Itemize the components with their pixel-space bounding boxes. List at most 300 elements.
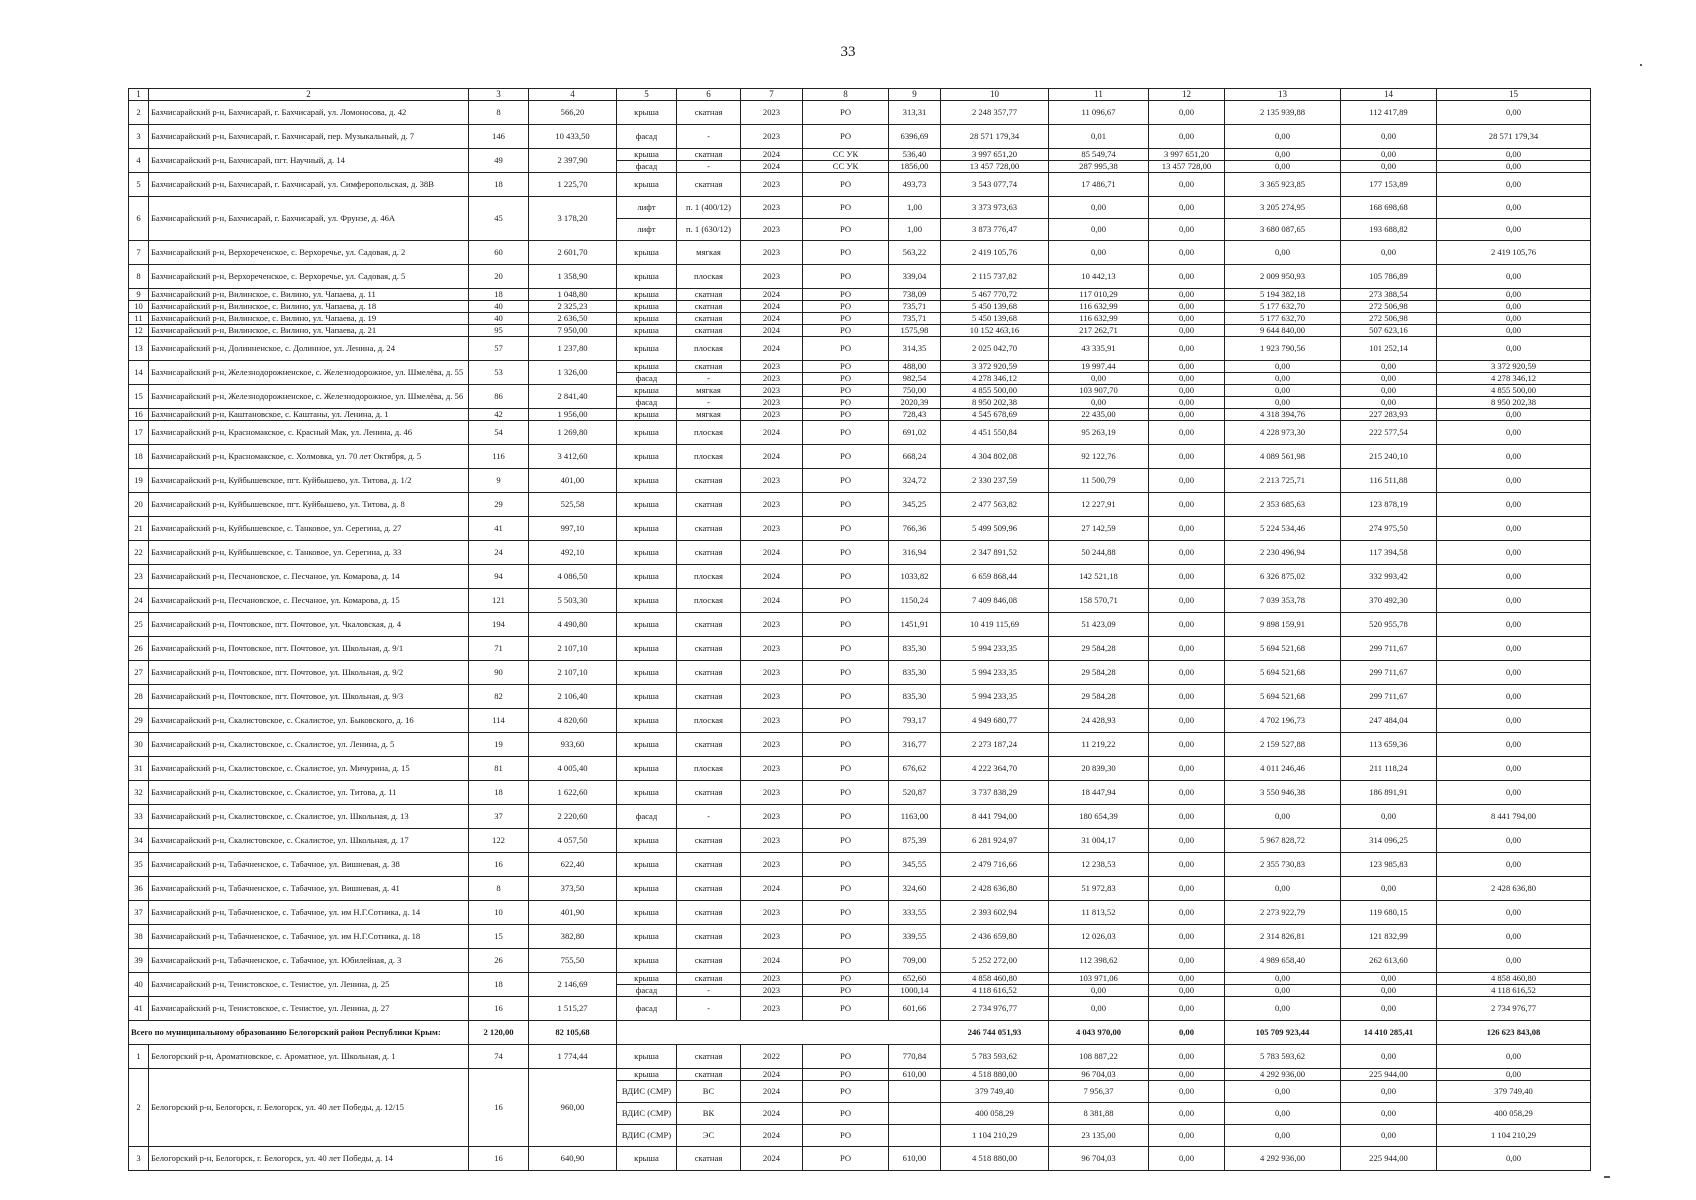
work-subtype: - [677, 985, 741, 997]
header-cell: 5 [617, 89, 677, 101]
row-number: 32 [129, 781, 149, 805]
work-subtype: ВС [677, 1081, 741, 1103]
cost-per-unit: 7 956,37 [1049, 1081, 1149, 1103]
total-cost: 5 783 593,62 [941, 1045, 1049, 1069]
method: РО [803, 101, 889, 125]
apartments-count: 16 [469, 1147, 529, 1171]
apartments-count: 8 [469, 101, 529, 125]
table-row [129, 661, 1591, 685]
method: РО [803, 173, 889, 197]
volume: 6396,69 [889, 125, 941, 149]
fund-funds: 2 230 496,94 [1225, 541, 1341, 565]
owner-funds: 0,00 [1149, 445, 1225, 469]
row-number: 39 [129, 949, 149, 973]
owner-funds: 13 457 728,00 [1149, 161, 1225, 173]
table-row [129, 565, 1591, 589]
building-area: 1 774,44 [529, 1045, 617, 1069]
method: РО [803, 757, 889, 781]
fund-funds: 3 205 274,95 [1225, 197, 1341, 219]
work-subtype: скатная [677, 901, 741, 925]
budget-funds: 168 698,68 [1341, 197, 1437, 219]
year: 2023 [741, 409, 803, 421]
year: 2024 [741, 1069, 803, 1081]
building-area: 2 601,70 [529, 241, 617, 265]
work-subtype: скатная [677, 829, 741, 853]
work-type: крыша [617, 973, 677, 985]
year: 2024 [741, 149, 803, 161]
budget-funds: 0,00 [1341, 1045, 1437, 1069]
total-cost: 2 436 659,80 [941, 925, 1049, 949]
work-subtype: скатная [677, 925, 741, 949]
apartments-count: 95 [469, 325, 529, 337]
table-row [129, 125, 1591, 149]
cost-per-unit: 0,00 [1049, 997, 1149, 1021]
work-subtype: скатная [677, 949, 741, 973]
year: 2023 [741, 373, 803, 385]
work-subtype: плоская [677, 445, 741, 469]
total-cost: 6 659 868,44 [941, 565, 1049, 589]
owner-funds: 0,00 [1149, 685, 1225, 709]
year: 2023 [741, 101, 803, 125]
method: РО [803, 781, 889, 805]
owner-funds: 0,00 [1149, 589, 1225, 613]
row-number: 5 [129, 173, 149, 197]
work-subtype: скатная [677, 517, 741, 541]
method: РО [803, 901, 889, 925]
apartments-count: 54 [469, 421, 529, 445]
budget-funds: 332 993,42 [1341, 565, 1437, 589]
work-type: крыша [617, 1069, 677, 1081]
method: РО [803, 313, 889, 325]
work-subtype: плоская [677, 421, 741, 445]
cost-per-unit: 27 142,59 [1049, 517, 1149, 541]
total-cost: 5 994 233,35 [941, 661, 1049, 685]
fund-funds: 5 694 521,68 [1225, 661, 1341, 685]
other-funds: 0,00 [1437, 853, 1591, 877]
other-funds: 0,00 [1437, 173, 1591, 197]
budget-funds: 370 492,30 [1341, 589, 1437, 613]
fund-funds: 0,00 [1225, 373, 1341, 385]
building-area: 1 956,00 [529, 409, 617, 421]
table-row [129, 685, 1591, 709]
volume [889, 1125, 941, 1147]
header-cell: 9 [889, 89, 941, 101]
total-cost: 4 855 500,00 [941, 385, 1049, 397]
method: СС УК [803, 161, 889, 173]
header-cell: 13 [1225, 89, 1341, 101]
work-subtype: ЭС [677, 1125, 741, 1147]
building-area: 492,10 [529, 541, 617, 565]
building-area: 997,10 [529, 517, 617, 541]
other-funds: 0,00 [1437, 197, 1591, 219]
other-funds: 0,00 [1437, 219, 1591, 241]
address: Бахчисарайский р-н, Почтовское, пгт. Почтовое, ул. Школьная, д. 9/3 [149, 685, 469, 709]
budget-funds: 0,00 [1341, 805, 1437, 829]
cost-per-unit: 96 704,03 [1049, 1147, 1149, 1171]
apartments-count: 15 [469, 925, 529, 949]
total-cost: 5 450 139,68 [941, 313, 1049, 325]
budget-funds: 0,00 [1341, 125, 1437, 149]
cost-per-unit: 11 219,22 [1049, 733, 1149, 757]
work-subtype: скатная [677, 301, 741, 313]
total-cost: 3 372 920,59 [941, 361, 1049, 373]
total-cost: 4 518 880,00 [941, 1069, 1049, 1081]
budget-funds: 262 613,60 [1341, 949, 1437, 973]
address: Бахчисарайский р-н, Железнодорожненское, с. Железнодорожное, ул. Шмелёва, д. 56 [149, 385, 469, 409]
work-type: ВДИС (СМР) [617, 1103, 677, 1125]
other-funds: 0,00 [1437, 733, 1591, 757]
apartments-count: 10 [469, 901, 529, 925]
table-row [129, 313, 1591, 325]
work-type: крыша [617, 337, 677, 361]
address: Бахчисарайский р-н, Бахчисарай, г. Бахчисарай, ул. Ломоносова, д. 42 [149, 101, 469, 125]
budget-funds: 123 985,83 [1341, 853, 1437, 877]
work-subtype: скатная [677, 733, 741, 757]
apartments-count: 20 [469, 265, 529, 289]
table-row [129, 709, 1591, 733]
method: РО [803, 685, 889, 709]
year: 2023 [741, 469, 803, 493]
building-area: 2 107,10 [529, 637, 617, 661]
other-funds: 0,00 [1437, 517, 1591, 541]
header-cell: 3 [469, 89, 529, 101]
year: 2023 [741, 493, 803, 517]
owner-funds: 0,00 [1149, 805, 1225, 829]
total-cost: 4 118 616,52 [941, 985, 1049, 997]
year: 2023 [741, 997, 803, 1021]
total-cost: 2 734 976,77 [941, 997, 1049, 1021]
total-cost: 28 571 179,34 [941, 125, 1049, 149]
work-type: крыша [617, 541, 677, 565]
cost-per-unit: 17 486,71 [1049, 173, 1149, 197]
work-type: фасад [617, 805, 677, 829]
cost-per-unit: 12 238,53 [1049, 853, 1149, 877]
address: Бахчисарайский р-н, Куйбышевское, с. Танковое, ул. Серегина, д. 27 [149, 517, 469, 541]
method: РО [803, 409, 889, 421]
total-cost: 2 273 187,24 [941, 733, 1049, 757]
budget-funds: 222 577,54 [1341, 421, 1437, 445]
other-funds: 1 104 210,29 [1437, 1125, 1591, 1147]
budget-funds: 0,00 [1341, 1081, 1437, 1103]
method: РО [803, 613, 889, 637]
row-number: 3 [129, 1147, 149, 1171]
total-cost: 5 994 233,35 [941, 685, 1049, 709]
fund-funds: 2 213 725,71 [1225, 469, 1341, 493]
work-subtype: скатная [677, 313, 741, 325]
owner-funds: 0,00 [1149, 877, 1225, 901]
volume: 1163,00 [889, 805, 941, 829]
building-area: 1 048,80 [529, 289, 617, 301]
other-funds: 0,00 [1437, 589, 1591, 613]
method: РО [803, 1103, 889, 1125]
cost-per-unit: 0,00 [1049, 373, 1149, 385]
cost-per-unit: 51 972,83 [1049, 877, 1149, 901]
owner-funds: 0,00 [1149, 409, 1225, 421]
fund-funds: 4 989 658,40 [1225, 949, 1341, 973]
fund-funds: 1 923 790,56 [1225, 337, 1341, 361]
work-subtype: плоская [677, 265, 741, 289]
work-subtype: скатная [677, 149, 741, 161]
fund-funds: 5 177 632,70 [1225, 313, 1341, 325]
total-apartments: 2 120,00 [469, 1021, 529, 1045]
apartments-count: 45 [469, 197, 529, 241]
work-type: крыша [617, 301, 677, 313]
work-subtype: скатная [677, 877, 741, 901]
other-funds: 0,00 [1437, 149, 1591, 161]
year: 2023 [741, 219, 803, 241]
cost-per-unit: 0,01 [1049, 125, 1149, 149]
total-row [129, 1021, 1591, 1045]
table-row [129, 149, 1591, 161]
owner-funds: 0,00 [1149, 985, 1225, 997]
total-cost: 3 543 077,74 [941, 173, 1049, 197]
owner-funds: 0,00 [1149, 733, 1225, 757]
work-subtype: скатная [677, 541, 741, 565]
budget-funds: 0,00 [1341, 397, 1437, 409]
total-cost: 2 479 716,66 [941, 853, 1049, 877]
row-number: 25 [129, 613, 149, 637]
fund-funds: 5 194 382,18 [1225, 289, 1341, 301]
other-funds: 0,00 [1437, 829, 1591, 853]
year: 2024 [741, 421, 803, 445]
work-type: фасад [617, 373, 677, 385]
budget-funds: 314 096,25 [1341, 829, 1437, 853]
work-subtype: п. 1 (630/12) [677, 219, 741, 241]
other-funds: 8 950 202,38 [1437, 397, 1591, 409]
row-number: 6 [129, 197, 149, 241]
work-subtype: скатная [677, 361, 741, 373]
method: РО [803, 997, 889, 1021]
method: РО [803, 853, 889, 877]
other-funds: 4 855 500,00 [1437, 385, 1591, 397]
other-funds: 0,00 [1437, 781, 1591, 805]
header-cell: 2 [149, 89, 469, 101]
table-row [129, 101, 1591, 125]
fund-funds: 2 314 826,81 [1225, 925, 1341, 949]
cost-per-unit: 108 887,22 [1049, 1045, 1149, 1069]
address: Бахчисарайский р-н, Скалистовское, с. Скалистое, ул. Быковского, д. 16 [149, 709, 469, 733]
method: РО [803, 1125, 889, 1147]
total-cost: 6 281 924,97 [941, 829, 1049, 853]
total-cost: 3 737 838,29 [941, 781, 1049, 805]
cost-per-unit: 43 335,91 [1049, 337, 1149, 361]
header-cell: 8 [803, 89, 889, 101]
budget-funds: 0,00 [1341, 877, 1437, 901]
fund-funds: 0,00 [1225, 1125, 1341, 1147]
apartments-count: 57 [469, 337, 529, 361]
owner-funds: 0,00 [1149, 829, 1225, 853]
method: РО [803, 445, 889, 469]
year: 2023 [741, 661, 803, 685]
budget-funds: 299 711,67 [1341, 685, 1437, 709]
apartments-count: 18 [469, 289, 529, 301]
building-area: 2 325,23 [529, 301, 617, 313]
work-subtype: скатная [677, 637, 741, 661]
budget-funds: 507 623,16 [1341, 325, 1437, 337]
header-cell: 10 [941, 89, 1049, 101]
budget-funds: 215 240,10 [1341, 445, 1437, 469]
work-subtype: скатная [677, 1147, 741, 1171]
total-cost: 2 347 891,52 [941, 541, 1049, 565]
fund-funds: 9 898 159,91 [1225, 613, 1341, 637]
total-cost: 8 441 794,00 [941, 805, 1049, 829]
address: Белогорский р-н, Белогорск, г. Белогорск, ул. 40 лет Победы, д. 12/15 [149, 1069, 469, 1147]
owner-funds: 0,00 [1149, 101, 1225, 125]
method: РО [803, 829, 889, 853]
fund-funds: 7 039 353,78 [1225, 589, 1341, 613]
year: 2024 [741, 161, 803, 173]
volume: 835,30 [889, 637, 941, 661]
owner-funds: 0,00 [1149, 541, 1225, 565]
volume: 316,94 [889, 541, 941, 565]
other-funds: 379 749,40 [1437, 1081, 1591, 1103]
owner-funds: 0,00 [1149, 1045, 1225, 1069]
total-cost: 2 248 357,77 [941, 101, 1049, 125]
year: 2024 [741, 1103, 803, 1125]
method: РО [803, 373, 889, 385]
volume: 766,36 [889, 517, 941, 541]
cost-per-unit: 31 004,17 [1049, 829, 1149, 853]
total-c12: 0,00 [1149, 1021, 1225, 1045]
owner-funds: 3 997 651,20 [1149, 149, 1225, 161]
year: 2024 [741, 877, 803, 901]
budget-funds: 0,00 [1341, 149, 1437, 161]
table-row [129, 517, 1591, 541]
owner-funds: 0,00 [1149, 493, 1225, 517]
cost-per-unit: 12 227,91 [1049, 493, 1149, 517]
address: Бахчисарайский р-н, Табачненское, с. Табачное, ул. им Н.Г.Сотника, д. 14 [149, 901, 469, 925]
fund-funds: 0,00 [1225, 1103, 1341, 1125]
fund-funds: 4 318 394,76 [1225, 409, 1341, 421]
address: Бахчисарайский р-н, Почтовское, пгт. Почтовое, ул. Чкаловская, д. 4 [149, 613, 469, 637]
address: Бахчисарайский р-н, Скалистовское, с. Скалистое, ул. Мичурина, д. 15 [149, 757, 469, 781]
year: 2024 [741, 949, 803, 973]
other-funds: 0,00 [1437, 637, 1591, 661]
header-row [129, 89, 1591, 101]
year: 2024 [741, 289, 803, 301]
total-cost: 10 152 463,16 [941, 325, 1049, 337]
budget-funds: 272 506,98 [1341, 301, 1437, 313]
row-number: 16 [129, 409, 149, 421]
fund-funds: 0,00 [1225, 241, 1341, 265]
address: Бахчисарайский р-н, Вилинское, с. Вилино, ул. Чапаева, д. 18 [149, 301, 469, 313]
fund-funds: 0,00 [1225, 397, 1341, 409]
apartments-count: 71 [469, 637, 529, 661]
other-funds: 400 058,29 [1437, 1103, 1591, 1125]
table-row [129, 829, 1591, 853]
owner-funds: 0,00 [1149, 361, 1225, 373]
other-funds: 0,00 [1437, 565, 1591, 589]
apartments-count: 29 [469, 493, 529, 517]
other-funds: 0,00 [1437, 409, 1591, 421]
table-row [129, 289, 1591, 301]
method: РО [803, 125, 889, 149]
building-area: 2 146,69 [529, 973, 617, 997]
year: 2023 [741, 197, 803, 219]
owner-funds: 0,00 [1149, 1103, 1225, 1125]
fund-funds: 0,00 [1225, 997, 1341, 1021]
fund-funds: 0,00 [1225, 385, 1341, 397]
header-cell: 11 [1049, 89, 1149, 101]
budget-funds: 116 511,88 [1341, 469, 1437, 493]
owner-funds: 0,00 [1149, 397, 1225, 409]
work-subtype: ВК [677, 1103, 741, 1125]
other-funds: 8 441 794,00 [1437, 805, 1591, 829]
year: 2024 [741, 565, 803, 589]
building-area: 960,00 [529, 1069, 617, 1147]
volume: 676,62 [889, 757, 941, 781]
other-funds: 0,00 [1437, 1045, 1591, 1069]
volume: 520,87 [889, 781, 941, 805]
total-c15: 126 623 843,08 [1437, 1021, 1591, 1045]
address: Бахчисарайский р-н, Скалистовское, с. Скалистое, ул. Школьная, д. 13 [149, 805, 469, 829]
total-cost: 1 104 210,29 [941, 1125, 1049, 1147]
apartments-count: 37 [469, 805, 529, 829]
address: Бахчисарайский р-н, Почтовское, пгт. Почтовое, ул. Школьная, д. 9/2 [149, 661, 469, 685]
other-funds: 2 734 976,77 [1437, 997, 1591, 1021]
budget-funds: 0,00 [1341, 373, 1437, 385]
method: СС УК [803, 149, 889, 161]
building-area: 401,90 [529, 901, 617, 925]
total-cost: 2 477 563,82 [941, 493, 1049, 517]
apartments-count: 86 [469, 385, 529, 409]
work-type: фасад [617, 985, 677, 997]
fund-funds: 4 292 936,00 [1225, 1069, 1341, 1081]
work-type: крыша [617, 265, 677, 289]
fund-funds: 5 694 521,68 [1225, 685, 1341, 709]
address: Бахчисарайский р-н, Бахчисарай, г. Бахчисарай, ул. Фрунзе, д. 46А [149, 197, 469, 241]
work-type: крыша [617, 517, 677, 541]
work-type: крыша [617, 325, 677, 337]
fund-funds: 0,00 [1225, 877, 1341, 901]
cost-per-unit: 117 010,29 [1049, 289, 1149, 301]
other-funds: 0,00 [1437, 493, 1591, 517]
other-funds: 0,00 [1437, 325, 1591, 337]
table-row [129, 325, 1591, 337]
table-row [129, 241, 1591, 265]
apartments-count: 40 [469, 313, 529, 325]
owner-funds: 0,00 [1149, 265, 1225, 289]
total-cost: 2 115 737,82 [941, 265, 1049, 289]
address: Бахчисарайский р-н, Скалистовское, с. Скалистое, ул. Ленина, д. 5 [149, 733, 469, 757]
apartments-count: 49 [469, 149, 529, 173]
work-subtype: скатная [677, 493, 741, 517]
budget-funds: 0,00 [1341, 973, 1437, 985]
table-row [129, 733, 1591, 757]
work-subtype: - [677, 373, 741, 385]
apartments-count: 121 [469, 589, 529, 613]
other-funds: 0,00 [1437, 301, 1591, 313]
address: Бахчисарайский р-н, Куйбышевское, с. Танковое, ул. Серегина, д. 33 [149, 541, 469, 565]
work-type: крыша [617, 445, 677, 469]
fund-funds: 2 009 950,93 [1225, 265, 1341, 289]
address: Бахчисарайский р-н, Почтовское, пгт. Почтовое, ул. Школьная, д. 9/1 [149, 637, 469, 661]
other-funds: 0,00 [1437, 1069, 1591, 1081]
year: 2024 [741, 1147, 803, 1171]
table-row [129, 757, 1591, 781]
year: 2023 [741, 125, 803, 149]
fund-funds: 3 365 923,85 [1225, 173, 1341, 197]
volume: 750,00 [889, 385, 941, 397]
budget-funds: 112 417,89 [1341, 101, 1437, 125]
building-area: 1 269,80 [529, 421, 617, 445]
budget-funds: 272 506,98 [1341, 313, 1437, 325]
address: Бахчисарайский р-н, Табачненское, с. Табачное, ул. Вишневая, д. 38 [149, 853, 469, 877]
cost-per-unit: 116 632,99 [1049, 301, 1149, 313]
row-number: 30 [129, 733, 149, 757]
row-number: 7 [129, 241, 149, 265]
other-funds: 0,00 [1437, 709, 1591, 733]
